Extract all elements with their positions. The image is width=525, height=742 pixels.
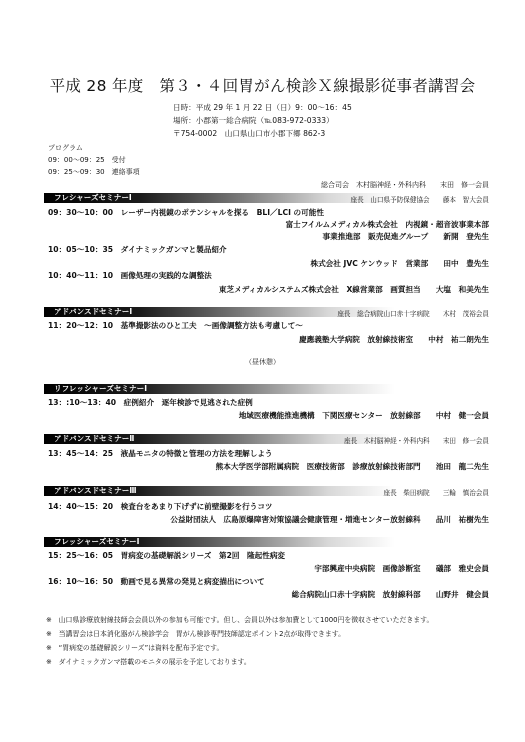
lunch-break: （昼休憩） bbox=[245, 358, 280, 366]
session-title: 13：45～14：25 液晶モニタの特徴と管理の方法を理解しよう bbox=[48, 449, 273, 458]
section-chair: 座長 木村脳神経・外科内科 末田 修一会員 bbox=[343, 437, 489, 445]
speaker-affiliation: 東芝メディカルシステムズ株式会社 X線営業部 画質担当 大塩 和美先生 bbox=[218, 285, 489, 294]
session-title: 11：20～12：10 基準撮影法のひと工夫 ～画像調整方法も考慮して～ bbox=[48, 321, 303, 330]
speaker-affiliation: 株式会社 JVC ケンウッド 営業部 田中 豊先生 bbox=[310, 259, 489, 268]
speaker-affiliation: 宇部興産中央病院 画像診断室 礒部 雅史会員 bbox=[314, 564, 489, 573]
program-heading: プログラム bbox=[48, 144, 83, 152]
speaker-affiliation: 富士フイルムメディカル株式会社 内視鏡・超音波事業本部 bbox=[285, 220, 489, 229]
general-chair: 総合司会 木村脳神経・外科内科 末田 修一会員 bbox=[321, 181, 489, 189]
section-chair: 座長 山口県予防保健協会 藤本 智大会員 bbox=[350, 196, 489, 204]
speaker-affiliation: 総合病院山口赤十字病院 放射線科部 山野井 健会員 bbox=[291, 590, 489, 599]
speaker-name: 事業推進部 販売促進グループ 新開 登先生 bbox=[322, 232, 489, 241]
section-header-freshers-2 bbox=[44, 537, 482, 547]
speaker-affiliation: 地域医療機能推進機構 下関医療センター 放射線部 中村 健一会員 bbox=[238, 411, 489, 420]
section-header-label: アドバンスドセミナーⅡ bbox=[54, 434, 135, 443]
session-title: 13：:10～13：40 症例紹介 逐年検診で見逃された症例 bbox=[48, 398, 253, 407]
event-address: 〒754-0002 山口県山口市小郡下郷 862-3 bbox=[173, 129, 326, 138]
session-title: 15：25～16：05 胃病変の基礎解説シリーズ 第2回 隆起性病変 bbox=[48, 551, 286, 560]
speaker-affiliation: 公益財団法人 広島原爆障害対策協議会健康管理・増進センター放射線科 品川 祐樹先生 bbox=[170, 515, 489, 524]
session-title: 10：05～10：35 ダイナミックガンマと製品紹介 bbox=[48, 245, 227, 254]
speaker-affiliation: 熊本大学医学部附属病院 医療技術部 診療放射線技術部門 池田 龍二先生 bbox=[215, 462, 489, 471]
program-notice: 09：25～09：30 連絡事項 bbox=[48, 168, 140, 176]
section-header-label: アドバンスドセミナーⅠ bbox=[54, 307, 133, 316]
event-date: 日時：平成 29 年 1 月 22 日（日）9：00～16：45 bbox=[173, 103, 352, 112]
section-chair: 座長 柴田病院 三輪 慎治会員 bbox=[383, 489, 489, 497]
session-title: 09：30～10：00 レーザー内視鏡のポテンシャルを探る BLI／LCI の可能性 bbox=[48, 208, 324, 217]
section-header-refreshers-1 bbox=[44, 384, 482, 394]
note-4: ※ ダイナミックガンマ搭載のモニタの展示を予定しております。 bbox=[46, 658, 251, 666]
page-title: 平成 28 年度 第３・４回胃がん検診Ｘ線撮影従事者講習会 bbox=[49, 77, 476, 95]
note-1: ※ 山口県診療放射線技師会会員以外の参加も可能です。但し、会員以外は参加費として1000円を徴収させていただきます。 bbox=[46, 616, 434, 624]
note-2: ※ 当講習会は日本消化器がん検診学会 胃がん検診専門技師認定ポイント2点が取得できます。 bbox=[46, 630, 346, 638]
program-reception: 09：00～09：25 受付 bbox=[48, 156, 126, 164]
section-header-label: フレッシャーズセミナーⅠ bbox=[54, 537, 140, 546]
speaker-affiliation: 慶應義塾大学病院 放射線技術室 中村 祐二朗先生 bbox=[299, 335, 489, 344]
section-header-label: リフレッシャーズセミナーⅠ bbox=[54, 384, 148, 393]
section-chair: 座長 総合病院山口赤十字病院 木村 茂裕会員 bbox=[337, 310, 489, 318]
session-title: 16：10～16：50 動画で見る異常の発見と病変描出について bbox=[48, 577, 265, 586]
event-place: 場所：小郡第一総合病院（℡083-972-0333） bbox=[173, 116, 334, 125]
note-3: ※ “胃病変の基礎解説シリーズ”は資料を配布予定です。 bbox=[46, 644, 224, 652]
session-title: 10：40～11：10 画像処理の実践的な調整法 bbox=[48, 271, 212, 280]
section-header-label: アドバンスドセミナーⅢ bbox=[54, 486, 137, 495]
session-title: 14：40～15：20 検査台をあまり下げずに前壁撮影を行うコツ bbox=[48, 502, 273, 511]
section-header-label: フレシャーズセミナーⅠ bbox=[54, 193, 132, 202]
